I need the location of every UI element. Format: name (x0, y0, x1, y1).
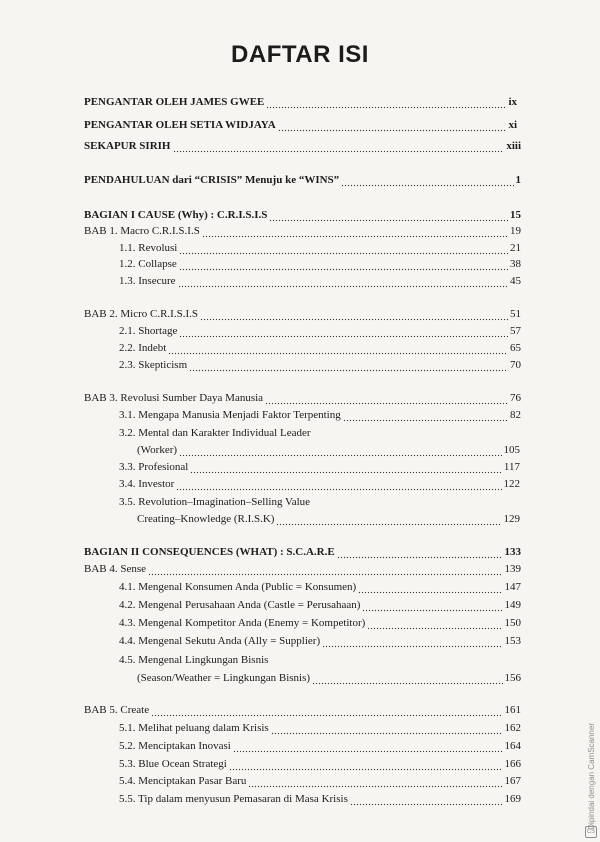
toc-entry-label: 5.4. Menciptakan Pasar Baru (119, 775, 247, 787)
toc-entry-page: 153 (504, 635, 521, 647)
dot-leader (148, 563, 502, 576)
toc-entry-label: BAB 4. Sense (84, 563, 147, 575)
toc-entry[interactable] (119, 599, 521, 612)
toc-entry-page: 65 (510, 342, 521, 354)
toc-entry-page: 169 (504, 793, 521, 805)
toc-entry-label: 2.1. Shortage (119, 325, 178, 337)
dot-leader (278, 119, 507, 132)
toc-entry-label: 3.4. Investor (119, 478, 175, 490)
toc-entry[interactable] (119, 409, 521, 422)
toc-entry-label: 5.3. Blue Ocean Strategi (119, 758, 227, 770)
toc-entry-label[interactable]: 3.2. Mental dan Karakter Individual Leader (119, 427, 311, 439)
toc-entry-label: 3.1. Mengapa Manusia Menjadi Faktor Terpenting (119, 409, 341, 421)
toc-entry-page: 164 (504, 740, 521, 752)
toc-entry-page: ix (508, 96, 517, 108)
dot-leader (168, 342, 508, 355)
toc-entry-label: PENGANTAR OLEH SETIA WIDJAYA (84, 119, 276, 131)
toc-entry[interactable] (119, 740, 521, 753)
toc-entry-page: 57 (510, 325, 521, 337)
toc-entry-label: BAB 1. Macro C.R.I.S.I.S (84, 225, 200, 237)
dot-leader (179, 325, 508, 338)
toc-entry-page: 15 (510, 209, 521, 221)
toc-entry-page: 150 (504, 617, 521, 629)
dot-leader (179, 444, 501, 457)
toc-entry-page: 19 (510, 225, 521, 237)
toc-entry-page: xiii (506, 140, 521, 152)
camscanner-logo-icon: CS (585, 826, 597, 838)
toc-entry[interactable] (84, 563, 521, 576)
toc-entry-page: 161 (504, 704, 521, 716)
toc-entry-label: PENDAHULUAN dari “CRISIS” Menuju ke “WINS” (84, 174, 340, 186)
dot-leader (367, 617, 502, 630)
toc-entry[interactable] (119, 258, 521, 271)
toc-entry-page: 76 (510, 392, 521, 404)
toc-entry-label: 4.2. Mengenal Perusahaan Anda (Castle = Perusahaan) (119, 599, 361, 611)
toc-entry[interactable] (119, 635, 521, 648)
toc-entry-page: 82 (510, 409, 521, 421)
toc-entry[interactable] (119, 758, 521, 771)
toc-entry-page: 45 (510, 275, 521, 287)
toc-entry-page: 105 (503, 444, 520, 456)
toc-entry-page: 139 (504, 563, 521, 575)
toc-entry[interactable] (84, 392, 521, 405)
toc-entry[interactable] (119, 275, 521, 288)
dot-leader (343, 409, 508, 422)
toc-entry[interactable] (84, 140, 521, 153)
dot-leader (350, 793, 503, 806)
toc-entry-page: 167 (504, 775, 521, 787)
dot-leader (358, 581, 502, 594)
toc-entry[interactable] (119, 722, 521, 735)
toc-entry[interactable] (84, 119, 517, 132)
dot-leader (341, 174, 513, 187)
toc-entry-label: (Worker) (137, 444, 178, 456)
toc-entry[interactable] (119, 478, 520, 491)
toc-entry-page: 149 (504, 599, 521, 611)
toc-entry-label: BAGIAN II CONSEQUENCES (WHAT) : S.C.A.R.E (84, 546, 335, 558)
toc-entry-label: 4.1. Mengenal Konsumen Anda (Public = Konsumen) (119, 581, 357, 593)
dot-leader (276, 513, 501, 526)
toc-entry-label: BAB 3. Revolusi Sumber Daya Manusia (84, 392, 264, 404)
toc-entry-page: 51 (510, 308, 521, 320)
toc-entry-label: 5.5. Tip dalam menyusun Pemasaran di Masa Krisis (119, 793, 348, 805)
toc-entry-page: 38 (510, 258, 521, 270)
toc-entry-label: 2.3. Skepticism (119, 359, 188, 371)
toc-entry[interactable] (137, 444, 520, 457)
toc-entry-label: PENGANTAR OLEH JAMES GWEE (84, 96, 265, 108)
toc-entry[interactable] (119, 359, 521, 372)
toc-entry[interactable] (119, 775, 521, 788)
toc-entry-label: BAB 2. Micro C.R.I.S.I.S (84, 308, 198, 320)
dot-leader (151, 704, 502, 717)
toc-entry-page: 133 (504, 546, 521, 558)
toc-entry-label: 5.2. Menciptakan Inovasi (119, 740, 231, 752)
toc-entry-page: 147 (504, 581, 521, 593)
dot-leader (179, 242, 508, 255)
toc-entry-label: 4.4. Mengenal Sekutu Anda (Ally = Supplier) (119, 635, 321, 647)
toc-entry-label: (Season/Weather = Lingkungan Bisnis) (137, 672, 311, 684)
toc-entry-label: 5.1. Melihat peluang dalam Krisis (119, 722, 269, 734)
toc-entry-label: 4.3. Mengenal Kompetitor Anda (Enemy = Kompetitor) (119, 617, 366, 629)
toc-entry-page: 129 (503, 513, 520, 525)
toc-entry[interactable] (137, 513, 520, 526)
dot-leader (337, 546, 503, 559)
toc-entry[interactable] (119, 242, 521, 255)
toc-entry-label: SEKAPUR SIRIH (84, 140, 171, 152)
toc-entry[interactable] (119, 617, 521, 630)
toc-entry-page: xi (508, 119, 517, 131)
toc-entry-page: 117 (503, 461, 520, 473)
dot-leader (265, 392, 508, 405)
dot-leader (173, 140, 505, 153)
toc-entry[interactable] (119, 342, 521, 355)
dot-leader (202, 225, 508, 238)
toc-entry-label: 2.2. Indebt (119, 342, 167, 354)
toc-entry-page: 1 (515, 174, 521, 186)
toc-entry[interactable] (119, 461, 520, 474)
toc-entry[interactable] (137, 672, 521, 685)
toc-entry-label: 3.3. Profesional (119, 461, 189, 473)
dot-leader (266, 96, 506, 109)
dot-leader (179, 258, 508, 271)
toc-entry[interactable] (84, 225, 521, 238)
toc-entry-label: Creating–Knowledge (R.I.S.K) (137, 513, 275, 525)
dot-leader (233, 740, 503, 753)
toc-entry-label: BAB 5. Create (84, 704, 150, 716)
dot-leader (178, 275, 508, 288)
dot-leader (271, 722, 503, 735)
toc-entry[interactable] (84, 96, 517, 109)
toc-entry-page: 162 (504, 722, 521, 734)
toc-entry[interactable] (84, 308, 521, 321)
scanner-watermark: Dipindai dengan CamScanner (587, 723, 596, 830)
toc-entry-label: BAGIAN I CAUSE (Why) : C.R.I.S.I.S (84, 209, 268, 221)
dot-leader (362, 599, 502, 612)
toc-entry-page: 21 (510, 242, 521, 254)
dot-leader (190, 461, 502, 474)
toc-entry-page: 166 (504, 758, 521, 770)
dot-leader (229, 758, 503, 771)
dot-leader (312, 672, 502, 685)
toc-entry[interactable] (84, 546, 521, 559)
toc-entry[interactable] (84, 209, 521, 222)
toc-entry-page: 156 (504, 672, 521, 684)
page-title: DAFTAR ISI (231, 41, 369, 68)
toc-entry-label: 1.3. Insecure (119, 275, 176, 287)
dot-leader (189, 359, 508, 372)
toc-entry[interactable] (119, 325, 521, 338)
toc-entry-label[interactable]: 3.5. Revolution–Imagination–Selling Value (119, 496, 311, 508)
toc-entry[interactable] (84, 174, 521, 187)
dot-leader (322, 635, 502, 648)
toc-entry-label: 1.2. Collapse (119, 258, 177, 270)
toc-entry-page: 70 (510, 359, 521, 371)
dot-leader (200, 308, 508, 321)
toc-entry[interactable] (84, 704, 521, 717)
dot-leader (248, 775, 502, 788)
toc-entry[interactable] (119, 581, 521, 594)
toc-entry[interactable] (119, 793, 521, 806)
toc-entry-page: 122 (503, 478, 520, 490)
toc-entry-label[interactable]: 4.5. Mengenal Lingkungan Bisnis (119, 654, 269, 666)
dot-leader (269, 209, 508, 222)
toc-entry-label: 1.1. Revolusi (119, 242, 178, 254)
dot-leader (176, 478, 501, 491)
